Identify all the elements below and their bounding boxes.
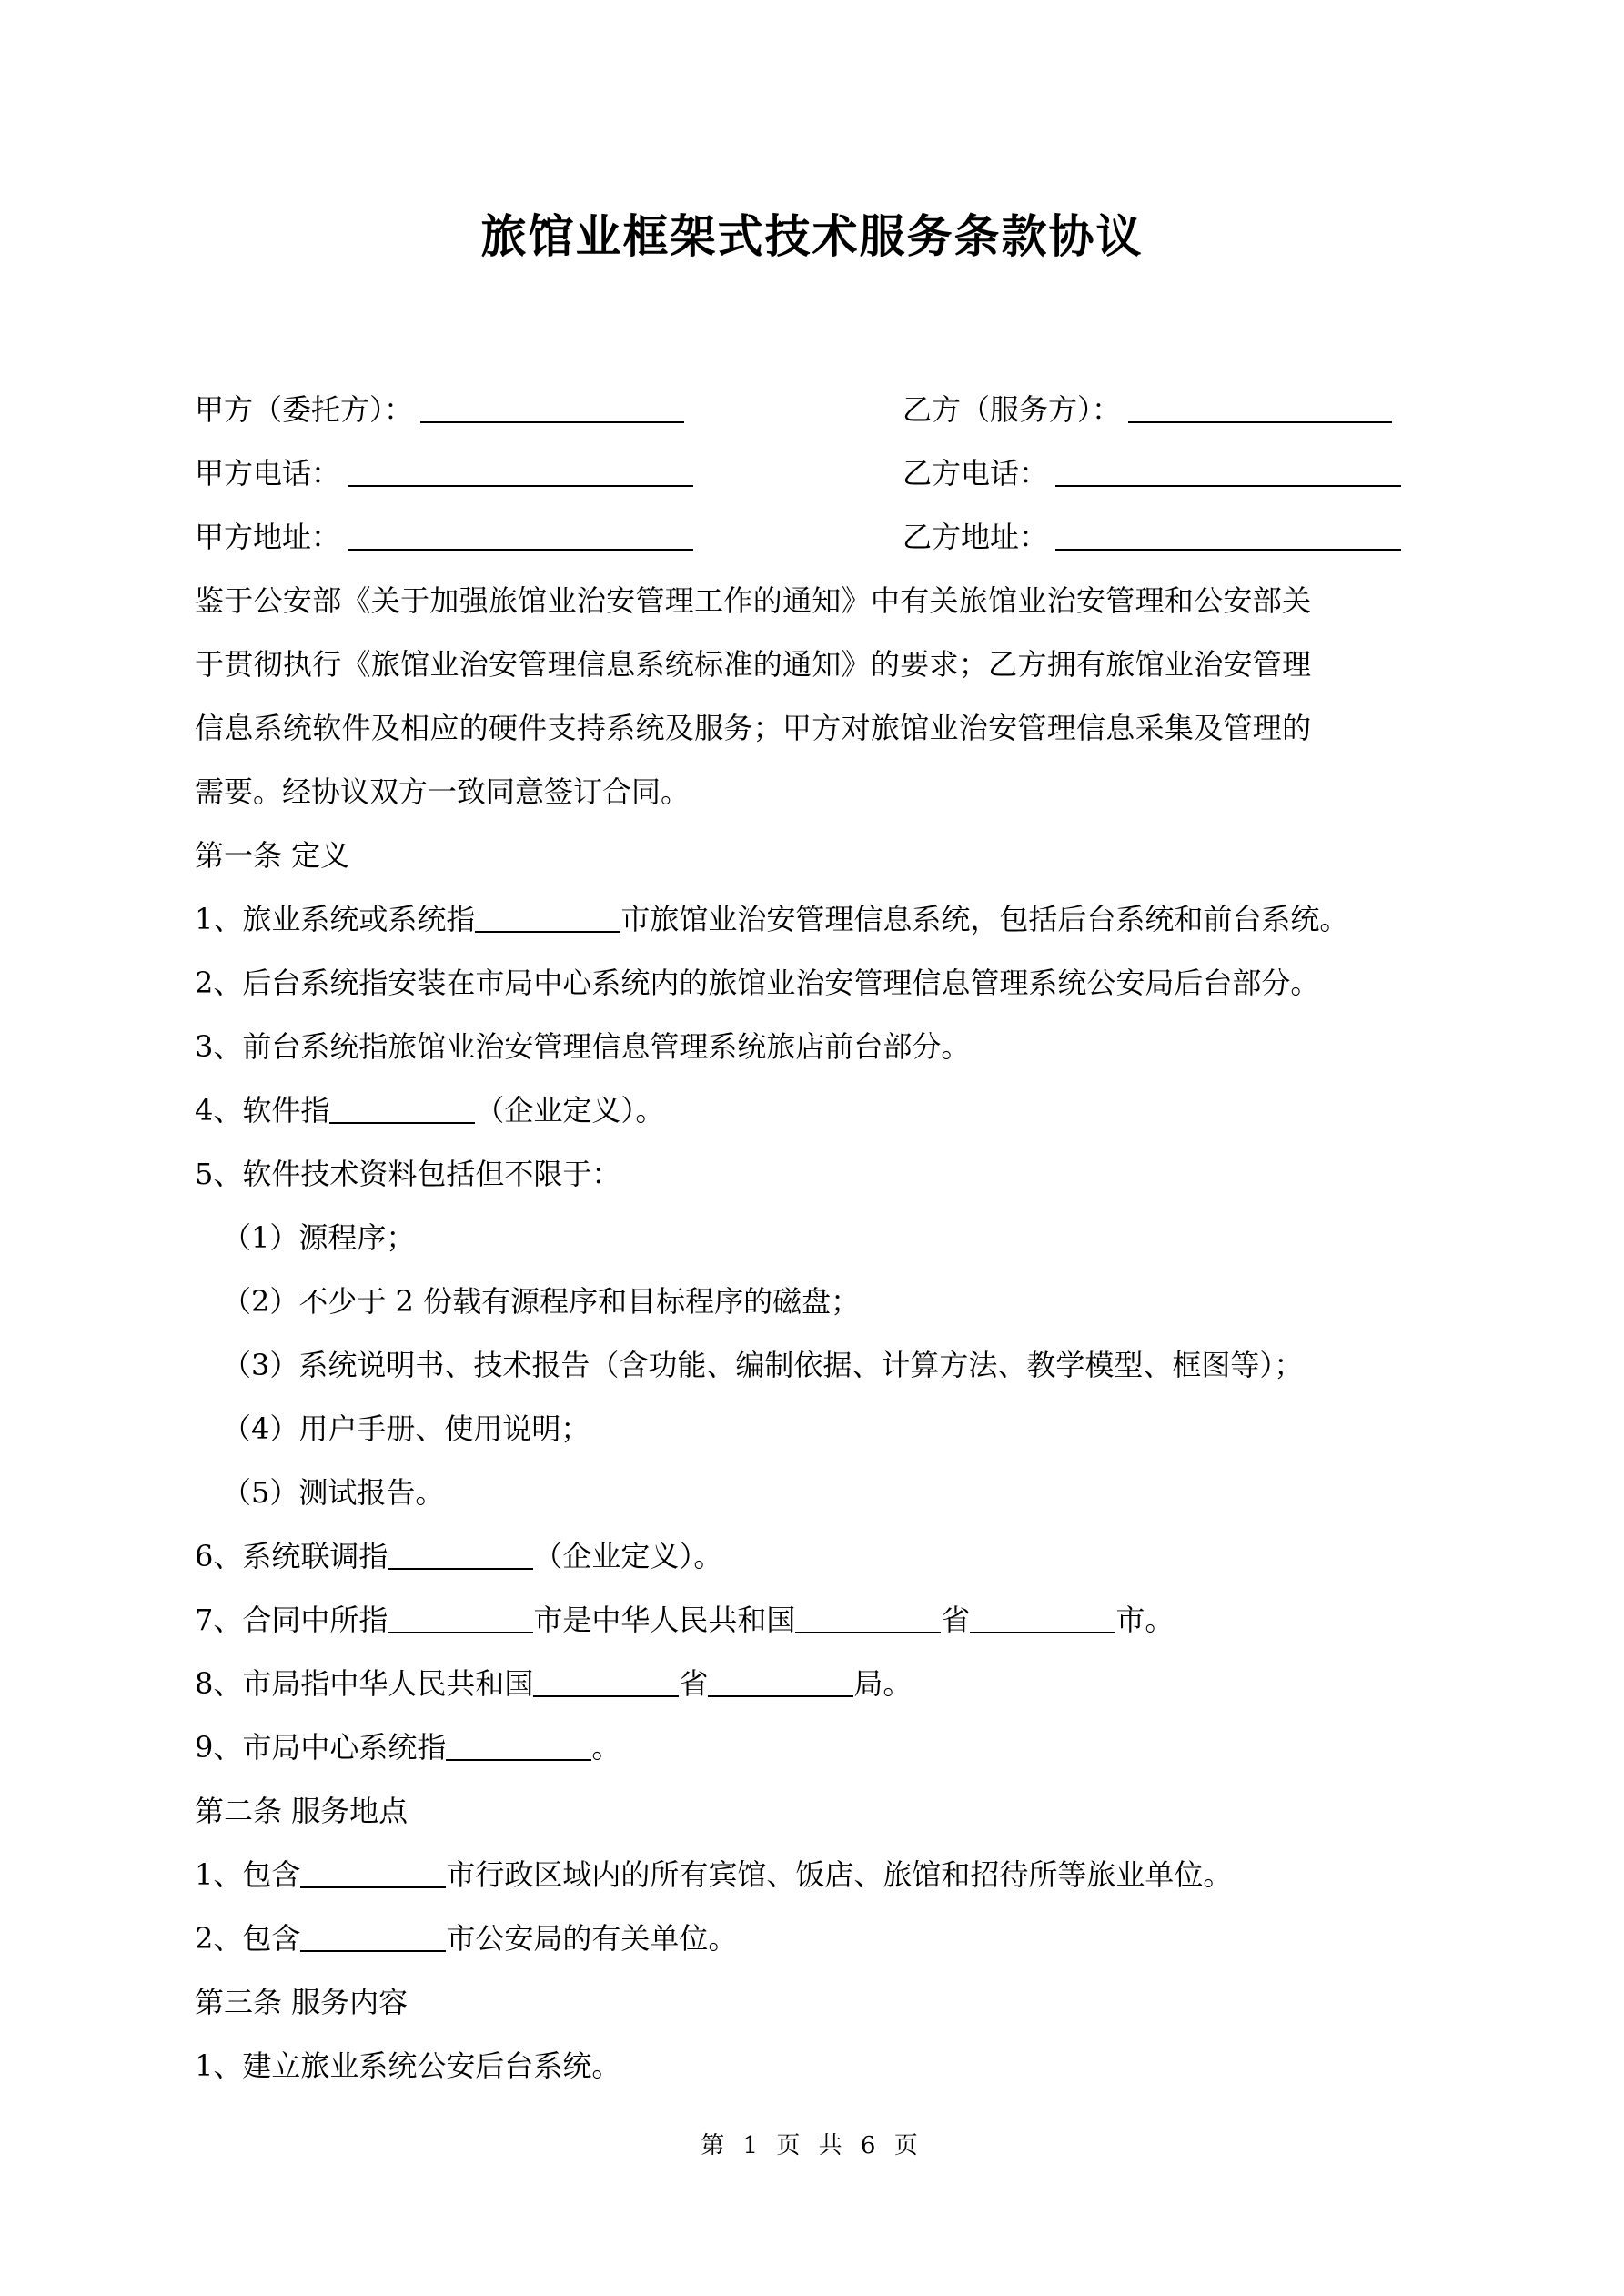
item-text: 市是中华人民共和国 (533, 1603, 796, 1637)
preamble-line: 于贯彻执行《旅馆业治安管理信息系统标准的通知》的要求；乙方拥有旅馆业治安管理 (195, 647, 1312, 682)
joint-debug-blank[interactable] (388, 1541, 533, 1570)
city-blank[interactable] (300, 1859, 446, 1888)
item-text: 局。 (853, 1666, 913, 1701)
location-item-2 (195, 1920, 737, 1957)
item-text: 市行政区域内的所有宾馆、饭店、旅馆和招待所等旅业单位。 (446, 1857, 1233, 1892)
party-a-phone-blank[interactable] (348, 458, 693, 487)
item-text: 6、系统联调指 (195, 1539, 388, 1573)
party-b-address-label: 乙方地址： (903, 520, 1049, 554)
party-a-name-row (195, 391, 684, 428)
preamble-line: 需要。经协议双方一致同意签订合同。 (195, 774, 691, 809)
article-1-heading: 第一条 定义 (195, 838, 350, 873)
location-item-1 (195, 1856, 1232, 1893)
sub-item-1: （1）源程序； (222, 1220, 416, 1255)
sub-item-4: （4）用户手册、使用说明； (222, 1411, 590, 1446)
party-a-address-label: 甲方地址： (195, 520, 341, 554)
item-text: 省 (941, 1603, 971, 1637)
sub-item-3: （3）系统说明书、技术报告（含功能、编制依据、计算方法、教学模型、框图等）； (222, 1348, 1304, 1382)
item-text: 。 (591, 1730, 621, 1765)
service-item-1: 1、建立旅业系统公安后台系统。 (195, 2048, 621, 2083)
item-text: 2、包含 (195, 1921, 301, 1956)
party-a-address-blank[interactable] (348, 521, 693, 551)
item-text: （企业定义）。 (475, 1093, 665, 1128)
province-blank[interactable] (795, 1604, 941, 1633)
definition-item-2: 2、后台系统指安装在市局中心系统内的旅馆业治安管理信息管理系统公安局后台部分。 (195, 966, 1320, 1000)
party-b-label: 乙方（服务方）： (903, 392, 1122, 427)
city-blank[interactable] (475, 904, 620, 933)
party-a-name-blank[interactable] (420, 394, 684, 423)
center-system-blank[interactable] (446, 1732, 591, 1761)
article-3-heading: 第三条 服务内容 (195, 1985, 409, 2019)
definition-item-1 (195, 901, 1348, 937)
party-b-name-row (903, 391, 1392, 428)
party-a-phone-label: 甲方电话： (195, 456, 341, 491)
definition-item-4 (195, 1092, 664, 1128)
city-blank[interactable] (300, 1923, 446, 1952)
article-2-heading: 第二条 服务地点 (195, 1794, 409, 1828)
city-blank[interactable] (970, 1604, 1115, 1633)
definition-item-3: 3、前台系统指旅馆业治安管理信息管理系统旅店前台部分。 (195, 1029, 971, 1064)
party-a-phone-row (195, 455, 693, 491)
software-blank[interactable] (329, 1095, 475, 1124)
document-title: 旅馆业框架式技术服务条款协议 (480, 210, 1144, 263)
preamble-line: 鉴于公安部《关于加强旅馆业治安管理工作的通知》中有关旅馆业治安管理和公安部关 (195, 583, 1312, 618)
sub-item-5: （5）测试报告。 (222, 1475, 445, 1510)
item-text: 市。 (1115, 1603, 1175, 1637)
party-b-address-row (903, 519, 1401, 555)
item-text: 市公安局的有关单位。 (446, 1921, 738, 1956)
definition-item-9 (195, 1729, 620, 1765)
party-b-address-blank[interactable] (1055, 521, 1401, 551)
item-text: （企业定义）。 (533, 1539, 723, 1573)
definition-item-5: 5、软件技术资料包括但不限于： (195, 1157, 621, 1191)
item-text: 1、包含 (195, 1857, 301, 1892)
sub-item-2: （2）不少于 2 份载有源程序和目标程序的磁盘； (222, 1284, 861, 1319)
city-blank[interactable] (388, 1604, 533, 1633)
bureau-blank[interactable] (708, 1668, 853, 1697)
party-b-phone-label: 乙方电话： (903, 456, 1049, 491)
party-b-phone-row (903, 455, 1401, 491)
preamble-line: 信息系统软件及相应的硬件支持系统及服务；甲方对旅馆业治安管理信息采集及管理的 (195, 711, 1312, 745)
definition-item-7 (195, 1602, 1174, 1638)
page-footer: 第 1 页 共 6 页 (701, 2132, 923, 2159)
party-a-address-row (195, 519, 693, 555)
party-a-label: 甲方（委托方）： (195, 392, 414, 427)
item-text: 4、软件指 (195, 1093, 330, 1128)
party-b-name-blank[interactable] (1128, 394, 1392, 423)
item-text: 8、市局指中华人民共和国 (195, 1666, 534, 1701)
party-b-phone-blank[interactable] (1055, 458, 1401, 487)
province-blank[interactable] (533, 1668, 679, 1697)
item-text: 市旅馆业治安管理信息系统，包括后台系统和前台系统。 (620, 902, 1349, 936)
item-text: 省 (679, 1666, 709, 1701)
definition-item-6 (195, 1538, 722, 1574)
item-text: 7、合同中所指 (195, 1603, 388, 1637)
item-text: 1、旅业系统或系统指 (195, 902, 476, 936)
item-text: 9、市局中心系统指 (195, 1730, 447, 1765)
definition-item-8 (195, 1665, 912, 1702)
